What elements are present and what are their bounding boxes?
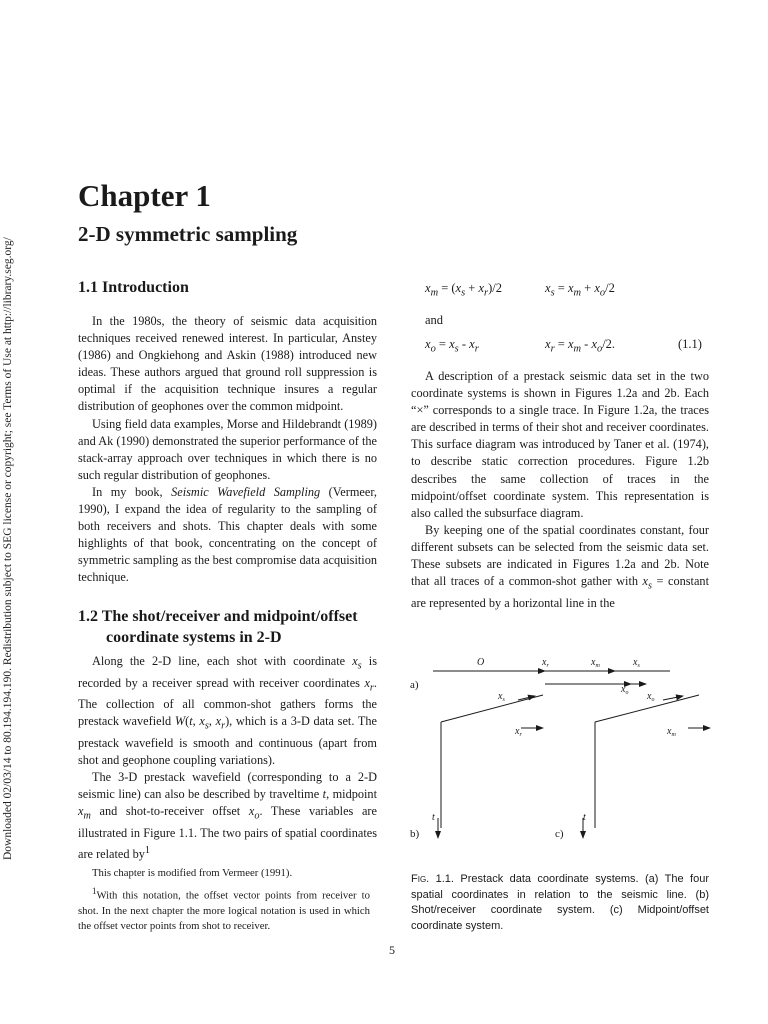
equation-row-2: $x_o = x_s - x_r$ $x_r = x_m - x_o/2$. — [425, 337, 616, 355]
paragraph: A description of a prestack seismic data set in the two coordinate systems is shown in Figures 1.2a and 2b. Each “×” corresponds to a single trace. In Figure 1.2a, the traces are described in terms of their shot and receiver coordinates. This surface diagram was introduced by Taner et al. (1974), to describe static correction procedures. Figure 1.2b describes the same collection of traces in the midpoint/offset coordinate system. This representation is also called the subsurface diagram. — [411, 369, 709, 520]
xm-c-label: $x_m$ — [667, 726, 676, 738]
left-column-coordinates — [78, 653, 377, 863]
xr-b-label: $x_r$ — [515, 726, 522, 738]
caption-label: Fig. 1.1. — [411, 873, 454, 885]
xs-top-label: $x_s$ — [633, 657, 640, 669]
section-heading-1-2: 1.2 The shot/receiver and midpoint/offset coordinate systems in 2-D — [78, 608, 358, 646]
xr-top-label: $x_r$ — [542, 657, 549, 669]
paragraph: The 3-D prestack wavefield (corresponding to a 2-D seismic line) can also be described by traveltime t, midpoint $x_m$ and shot-to-receiver offset $x_o$. These variables are illustrated in Figure 1.1. The two pairs of spatial coordinates are related $by^1$ — [78, 769, 377, 861]
panel-c-label: c) — [555, 828, 564, 840]
origin-label: O — [477, 657, 485, 668]
xo-c-label: $x_o$ — [647, 691, 655, 703]
paragraph: In my book, Seismic Wavefield Sampling (Vermeer, 1990), I expand the idea of regularity to the sampling of both receivers and shots. This chapter deals with some highlights of that book, concentrating on the concept of symmetric sampling as the best compromise data acquisition technique. — [78, 484, 377, 585]
paragraph: In the 1980s, the theory of seismic data acquisition techniques received renewed interest. In particular, Anstey (1986) and Ongkiehong and Askin (1988) introduced new ideas. These authors argued that ground roll suppression is optimal if the acquisition technique insures a regular distribution of geophones over the common midpoint. — [78, 314, 377, 414]
xo-a-label: $x_o$ — [621, 684, 629, 696]
equation-and: and — [425, 313, 444, 327]
footnotes — [78, 866, 370, 937]
right-column-text — [411, 368, 709, 612]
time-c-label: t — [583, 812, 586, 823]
coordinate-diagram — [405, 650, 715, 850]
paragraph: By keeping one of the spatial coordinates constant, four different subsets can be selected from the seismic data set. These subsets are indicated in Figures 1.2a and 2b. Note that all traces of a common-shot gather with $x_s$ = constant are represented by a horizontal line in the — [411, 522, 709, 610]
xm-top-label: $x_m$ — [591, 657, 600, 669]
time-b-label: t — [432, 812, 435, 823]
equation-row-1: $x_m = (x_s + x_r)/2$ $x_s = x_m + x_o/2$ — [425, 281, 615, 299]
page-number: 5 — [389, 943, 395, 957]
left-column-intro — [78, 313, 377, 587]
chapter-title: 2-D symmetric sampling — [78, 222, 298, 246]
figure-caption — [411, 872, 709, 934]
xs-b-label: $x_s$ — [498, 691, 505, 703]
b-diagonal — [441, 695, 543, 722]
chapter-number: Chapter 1 — [78, 178, 211, 213]
section-heading-1-1: 1.1 Introduction — [78, 279, 189, 296]
footnote-1: $^1$With this notation, the offset vector points from receiver to shot. In the next chapter the more logical notation is used in which the offset vector points from shot to receiver. — [78, 886, 370, 932]
caption-text: Prestack data coordinate systems. (a) The four spatial coordinates in relation to the seismic line. (b) Shot/receiver coordinate system. (c) Midpoint/offset coordinate system. — [411, 873, 709, 932]
panel-b-label: b) — [410, 828, 420, 840]
chapter-note: This chapter is modified from Vermeer (1991). — [92, 867, 293, 879]
download-notice: Downloaded 02/03/14 to 80.194.194.190. Redistribution subject to SEG license or copyright; see Terms of Use at http://library.seg.org/ — [2, 237, 14, 860]
paragraph: Along the 2-D line, each shot with coordinate $x_s$ is recorded by a receiver spread with receiver coordinates $x_r$. The collection of all common-shot gathers forms the prestack wavefield W(t, $x_s$, $x_r$), which is a 3-D data set. The prestack wavefield is smooth and continuous (apart from shot and geophone coupling variations). — [78, 654, 378, 767]
figure-1-1 — [405, 650, 715, 855]
equation-number: (1.1) — [678, 337, 702, 351]
paragraph: Using field data examples, Morse and Hildebrandt (1989) and Ak (1990) demonstrated the superior performance of the stack-array approach over techniques in which there is no such regular distribution of geophones. — [78, 416, 377, 482]
panel-a-label: a) — [410, 679, 419, 691]
